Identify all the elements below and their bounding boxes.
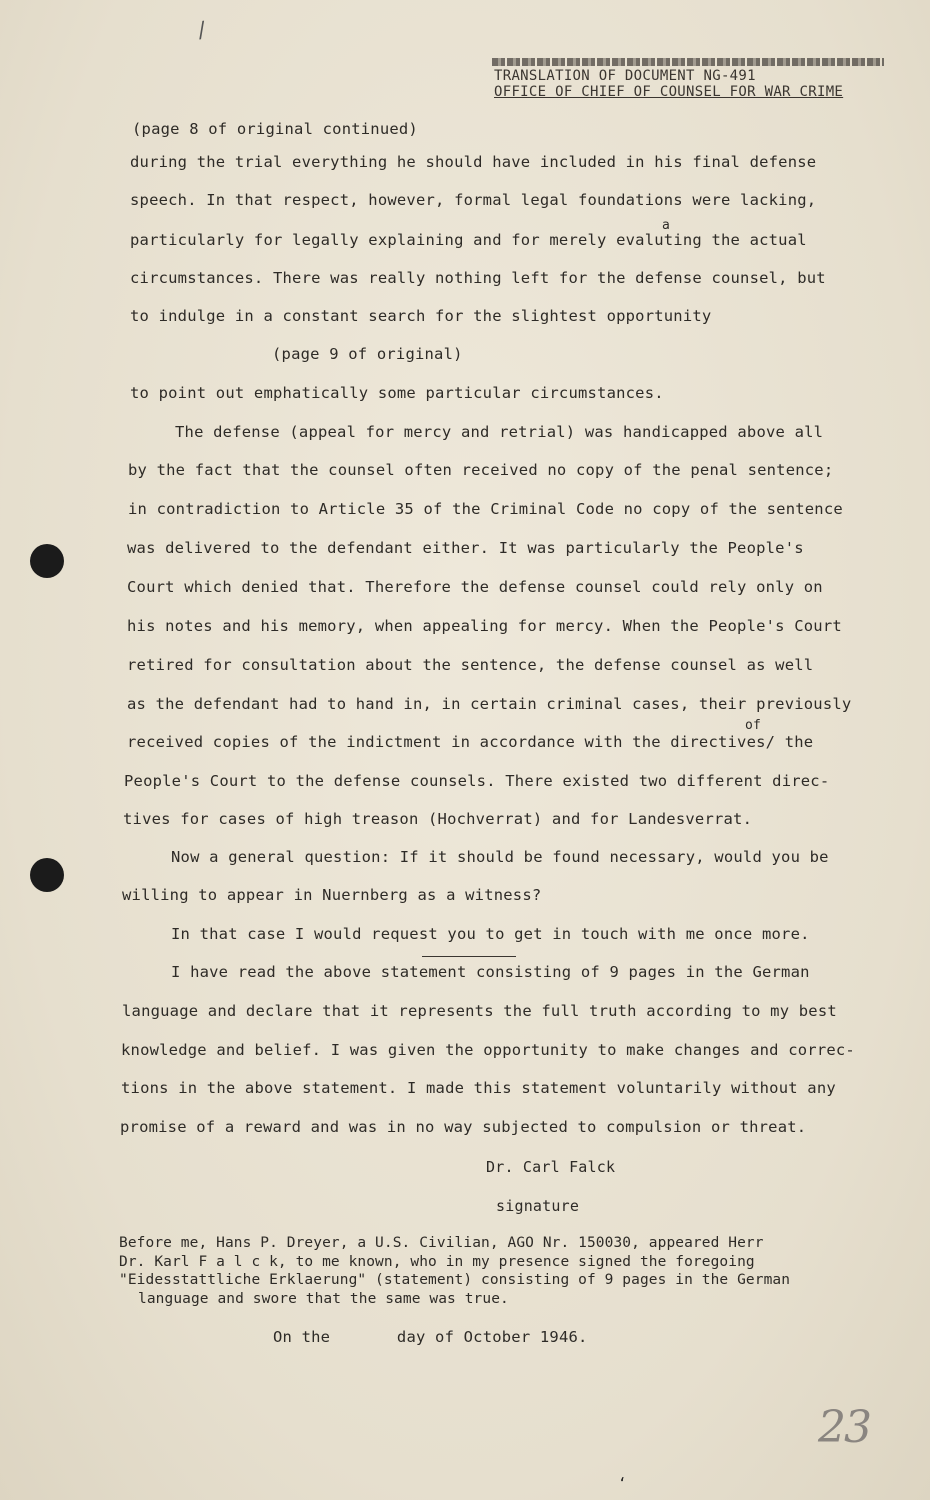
text-line: received copies of the indictment in accordance with the directives/ the — [127, 733, 814, 751]
text-line: promise of a reward and was in no way subjected to compulsion or threat. — [120, 1118, 807, 1136]
text-line: to point out emphatically some particular circumstances. — [130, 384, 664, 402]
stamp-line-office: OFFICE OF CHIEF OF COUNSEL FOR WAR CRIME — [494, 84, 844, 100]
text-line: speech. In that respect, however, formal legal foundations were lacking, — [130, 191, 817, 209]
handwritten-page-number: 23 — [818, 1402, 870, 1453]
signature-label: signature — [496, 1197, 580, 1215]
text-line: knowledge and belief. I was given the opportunity to make changes and correc- — [121, 1041, 855, 1059]
attestation-line: language and swore that the same was true. — [138, 1291, 509, 1307]
text-line: language and declare that it represents the full truth according to my best — [122, 1002, 837, 1020]
text-line: as the defendant had to hand in, in certain criminal cases, their previously — [127, 695, 852, 713]
translation-stamp — [492, 58, 884, 100]
stamp-line-document: TRANSLATION OF DOCUMENT NG-491 — [494, 68, 756, 84]
text-line: his notes and his memory, when appealing for mercy. When the People's Court — [127, 617, 842, 635]
date-line: On the day of October 1946. — [273, 1328, 588, 1346]
attestation-line: Before me, Hans P. Dreyer, a U.S. Civilian, AGO Nr. 150030, appeared Herr — [119, 1235, 764, 1251]
text-line: retired for consultation about the sentence, the defense counsel as well — [127, 656, 814, 674]
attestation-line: Dr. Karl F a l c k, to me known, who in my presence signed the foregoing — [119, 1254, 755, 1270]
text-correction: of — [745, 718, 762, 733]
text-line: The defense (appeal for mercy and retrial) was handicapped above all — [175, 423, 824, 441]
page-continued-note: (page 8 of original continued) — [132, 120, 418, 138]
text-line: I have read the above statement consisting of 9 pages in the German — [171, 963, 810, 981]
bottom-tick-mark: ‘ — [618, 1476, 627, 1492]
text-line: particularly for legally explaining and for merely evaluting the actual — [130, 231, 807, 249]
separator-rule — [422, 956, 516, 957]
text-line: People's Court to the defense counsels. There existed two different direc- — [124, 772, 830, 790]
text-line: by the fact that the counsel often received no copy of the penal sentence; — [128, 461, 834, 479]
attestation-line: "Eidesstattliche Erklaerung" (statement) consisting of 9 pages in the German — [119, 1272, 791, 1288]
text-line: willing to appear in Nuernberg as a witness? — [122, 886, 542, 904]
page-marker: (page 9 of original) — [272, 345, 463, 363]
text-line: In that case I would request you to get in touch with me once more. — [171, 925, 810, 943]
punch-hole — [30, 544, 64, 578]
stamp-bar — [492, 58, 884, 66]
text-line: in contradiction to Article 35 of the Criminal Code no copy of the sentence — [128, 500, 843, 518]
punch-hole — [30, 858, 64, 892]
text-line: Court which denied that. Therefore the defense counsel could rely only on — [127, 578, 823, 596]
text-line: was delivered to the defendant either. It was particularly the People's — [127, 539, 804, 557]
text-line: during the trial everything he should have included in his final defense — [130, 153, 817, 171]
corner-pencil-mark: / — [196, 17, 208, 44]
text-line: to indulge in a constant search for the slightest opportunity — [130, 307, 712, 325]
text-line: tives for cases of high treason (Hochverrat) and for Landesverrat. — [123, 810, 753, 828]
text-line: tions in the above statement. I made this statement voluntarily without any — [121, 1079, 836, 1097]
text-line: Now a general question: If it should be found necessary, would you be — [171, 848, 829, 866]
text-correction: a — [662, 218, 671, 233]
text-line: circumstances. There was really nothing left for the defense counsel, but — [130, 269, 826, 287]
signatory-name: Dr. Carl Falck — [486, 1158, 616, 1176]
